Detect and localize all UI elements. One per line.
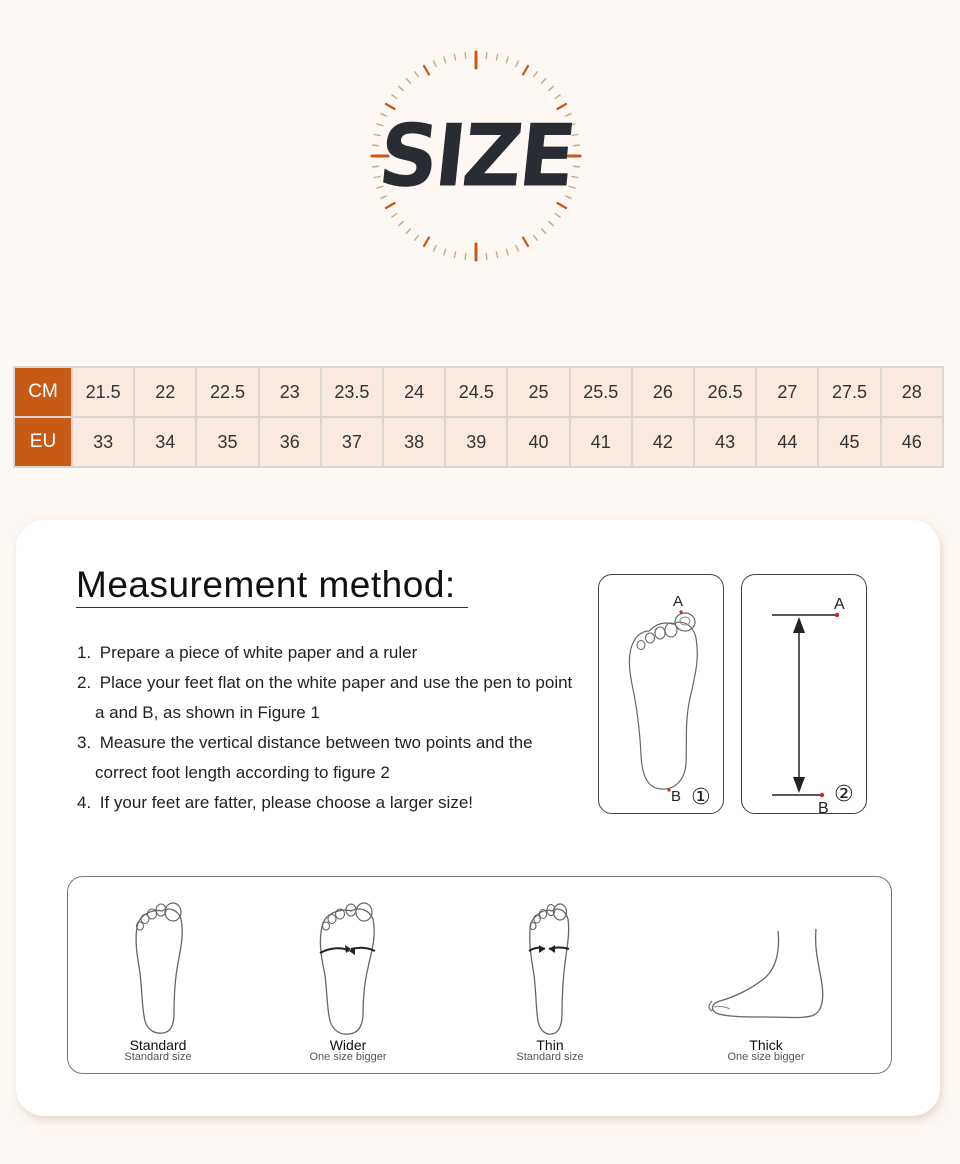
eu-row [14,417,943,467]
cm-cell: 26.5 [694,367,756,417]
thin-foot-icon [515,889,585,1039]
measurement-steps [77,638,577,818]
cm-cell: 22 [134,367,196,417]
eu-cell: 33 [72,417,134,467]
cm-cell: 26 [632,367,694,417]
step-text: Prepare a piece of white paper and a ruler [99,643,418,662]
point-a-label: A [834,596,845,613]
thick-foot-icon [696,889,836,1039]
eu-cell: 46 [881,417,943,467]
ruler-diagram-icon [742,575,866,813]
eu-cell: 39 [445,417,507,467]
figure-number: ② [834,782,854,807]
step-item [77,788,577,818]
figure-number: ① [691,785,711,810]
size-badge [365,45,587,267]
foot-type-label: Thin [536,1037,564,1053]
measurement-card [16,520,940,1116]
size-chart-table [13,366,944,468]
foot-type-label: Standard [129,1037,187,1053]
foot-type-thin [460,877,640,1073]
eu-cell: 36 [259,417,321,467]
cm-cell: 27.5 [818,367,880,417]
eu-cell: 42 [632,417,694,467]
foot-type-sub: One size bigger [309,1051,387,1063]
cm-cell: 28 [881,367,943,417]
eu-row-header: EU [14,417,72,467]
foot-type-sub: One size bigger [727,1051,805,1063]
cm-cell: 25 [507,367,569,417]
step-number: 2. [77,673,92,692]
eu-cell: 41 [570,417,632,467]
cm-row [14,367,943,417]
cm-cell: 23.5 [321,367,383,417]
foot-type-sub: Standard size [516,1051,584,1063]
foot-type-wider [258,877,438,1073]
foot-type-label: Wider [329,1037,367,1053]
foot-type-standard [68,877,248,1073]
standard-foot-icon [118,889,198,1039]
figure-1-panel [598,574,724,814]
foot-type-label: Thick [749,1037,783,1053]
cm-cell: 24.5 [445,367,507,417]
eu-cell: 38 [383,417,445,467]
measurement-title: Measurement method: [76,564,468,608]
point-b-label: B [818,800,829,813]
step-text: Place your feet flat on the white paper and use the pen to point a and B, as shown in Figure 1 [95,673,573,722]
step-number: 1. [77,643,92,662]
foot-outline-icon [599,575,723,813]
step-number: 4. [77,793,92,812]
cm-cell: 24 [383,367,445,417]
figure-2-panel [741,574,867,814]
step-text: Measure the vertical distance between two points and the correct foot length according to figure 2 [95,733,533,782]
eu-cell: 40 [507,417,569,467]
wide-foot-icon [303,889,393,1039]
step-item [77,668,577,728]
point-a-label: A [673,593,684,610]
foot-type-sub: Standard size [124,1051,192,1063]
foot-type-thick [676,877,856,1073]
size-heading: SIZE [374,106,578,206]
eu-cell: 34 [134,417,196,467]
step-item [77,638,577,668]
step-text: If your feet are fatter, please choose a larger size! [99,793,473,812]
eu-cell: 44 [756,417,818,467]
cm-cell: 22.5 [196,367,258,417]
point-b-label: B [671,788,682,805]
eu-cell: 35 [196,417,258,467]
foot-types-panel [67,876,892,1074]
eu-cell: 45 [818,417,880,467]
eu-cell: 37 [321,417,383,467]
cm-row-header: CM [14,367,72,417]
step-number: 3. [77,733,92,752]
cm-cell: 23 [259,367,321,417]
step-item [77,728,577,788]
cm-cell: 25.5 [570,367,632,417]
cm-cell: 27 [756,367,818,417]
eu-cell: 43 [694,417,756,467]
cm-cell: 21.5 [72,367,134,417]
